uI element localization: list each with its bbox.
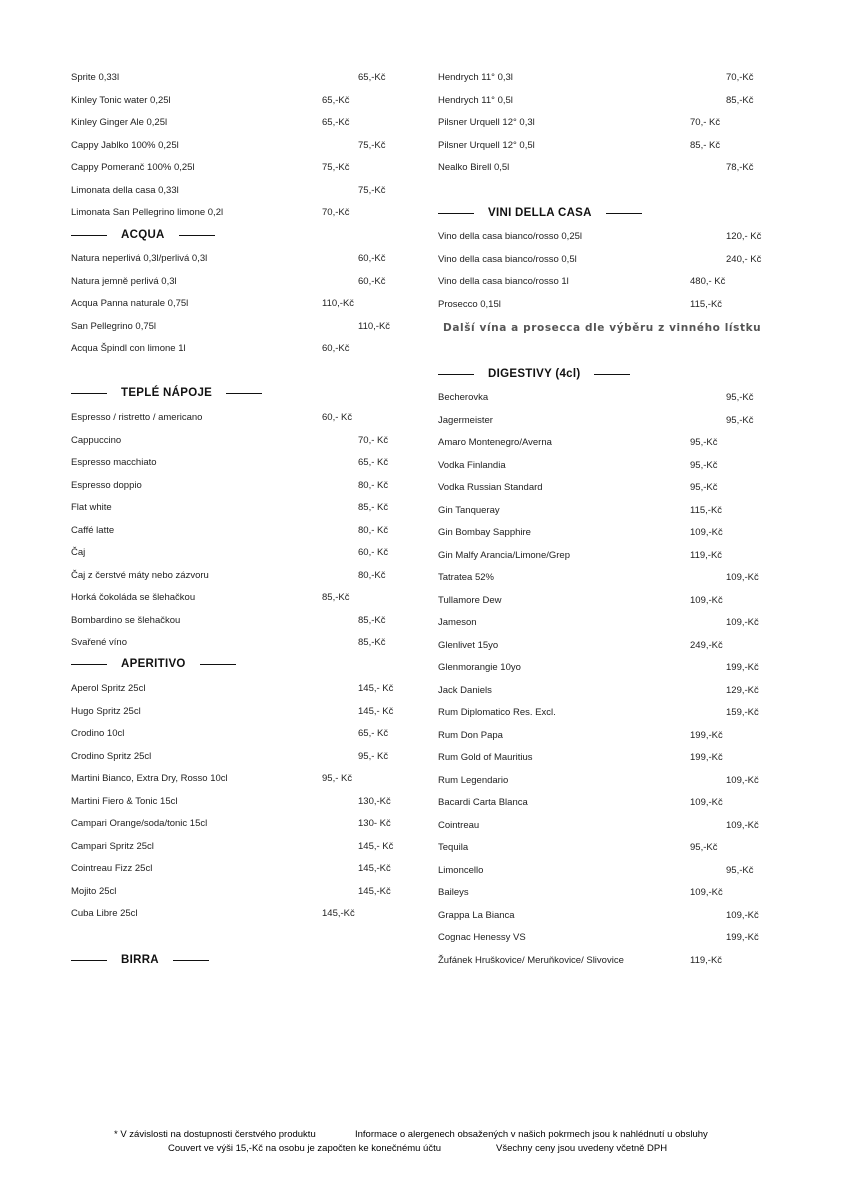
- heading-text: APERITIVO: [121, 658, 186, 670]
- item-name: Gin Bombay Sapphire: [438, 527, 531, 538]
- item-price: 145,- Kč: [358, 683, 394, 694]
- item-name: Gin Malfy Arancia/Limone/Grep: [438, 549, 571, 561]
- item-price: 95,-Kč: [690, 482, 718, 493]
- item-name: Nealko Birell 0,5l: [438, 162, 510, 173]
- item-price: 65,- Kč: [358, 728, 389, 739]
- item-price: 145,- Kč: [358, 840, 394, 852]
- item-price: 249,-Kč: [690, 639, 723, 651]
- item-price: 199,-Kč: [690, 729, 723, 741]
- item-price: 159,-Kč: [726, 707, 759, 718]
- item-price: 65,-Kč: [322, 94, 350, 106]
- heading-rule: [71, 393, 107, 394]
- item-price: 80,- Kč: [358, 524, 389, 536]
- section-heading-aperitivo: [71, 658, 236, 670]
- item-name: Espresso / ristretto / americano: [71, 412, 203, 423]
- item-price: 119,-Kč: [690, 954, 723, 966]
- item-price: 75,-Kč: [358, 184, 386, 196]
- item-price: 60,-Kč: [322, 343, 350, 354]
- item-name: Cointreau: [438, 819, 480, 831]
- item-name: Martini Bianco, Extra Dry, Rosso 10cl: [71, 773, 228, 784]
- heading-rule: [606, 213, 642, 214]
- item-price: 60,-Kč: [358, 275, 386, 287]
- heading-rule: [71, 664, 107, 665]
- item-name: Grappa La Bianca: [438, 909, 515, 921]
- item-price: 130,-Kč: [358, 795, 391, 807]
- item-name: Hugo Spritz 25cl: [71, 705, 141, 717]
- item-name: Rum Don Papa: [438, 729, 503, 741]
- item-name: Kinley Tonic water 0,25l: [71, 94, 171, 106]
- item-name: Bacardi Carta Blanca: [438, 797, 528, 808]
- item-price: 75,-Kč: [358, 139, 386, 151]
- item-name: Tullamore Dew: [438, 594, 502, 606]
- item-name: Limoncello: [438, 864, 484, 876]
- item-price: 145,- Kč: [358, 705, 394, 717]
- item-price: 80,-Kč: [358, 569, 386, 581]
- item-name: Vodka Russian Standard: [438, 482, 543, 493]
- item-price: 145,-Kč: [322, 908, 355, 919]
- heading-rule: [179, 235, 215, 236]
- item-name: Jameson: [438, 617, 477, 628]
- item-price: 95,-Kč: [690, 437, 718, 448]
- item-name: Espresso doppio: [71, 479, 142, 491]
- item-name: Cognac Henessy VS: [438, 932, 526, 943]
- item-price: 120,- Kč: [726, 231, 762, 242]
- item-name: Rum Diplomatico Res. Excl.: [438, 707, 556, 718]
- item-price: 109,-Kč: [726, 774, 759, 786]
- item-price: 85,-Kč: [322, 592, 350, 603]
- footer-allergen-note: Informace o alergenech obsažených v našich pokrmech jsou k nahlédnutí u obsluhy: [355, 1129, 708, 1140]
- item-name: Amaro Montenegro/Averna: [438, 437, 552, 448]
- item-name: Baileys: [438, 887, 469, 898]
- item-name: Crodino 10cl: [71, 728, 125, 739]
- item-name: Gin Tanqueray: [438, 504, 500, 516]
- item-price: 60,-Kč: [358, 253, 386, 264]
- item-price: 65,-Kč: [358, 72, 386, 83]
- item-name: Cappuccino: [71, 434, 122, 446]
- item-price: 75,-Kč: [322, 162, 350, 173]
- item-name: Martini Fiero & Tonic 15cl: [71, 795, 178, 807]
- item-price: 109,-Kč: [726, 819, 759, 831]
- section-heading-vini-della-casa: [438, 207, 642, 219]
- item-name: Crodino Spritz 25cl: [71, 750, 152, 762]
- item-price: 85,-Kč: [726, 94, 754, 106]
- heading-text: ACQUA: [121, 229, 165, 241]
- item-name: Tequila: [438, 842, 469, 853]
- item-price: 110,-Kč: [358, 320, 391, 332]
- item-price: 145,-Kč: [358, 885, 391, 897]
- item-name: Sprite 0,33l: [71, 72, 120, 83]
- section-heading-acqua: [71, 229, 215, 241]
- item-name: Svařené víno: [71, 637, 127, 648]
- item-price: 95,-Kč: [726, 864, 754, 876]
- item-name: Espresso macchiato: [71, 457, 157, 468]
- item-price: 115,-Kč: [690, 504, 723, 516]
- item-price: 65,-Kč: [322, 117, 350, 128]
- item-price: 70,-Kč: [322, 207, 350, 218]
- item-price: 109,-Kč: [726, 909, 759, 921]
- item-price: 110,-Kč: [322, 298, 355, 309]
- item-price: 95,-Kč: [690, 842, 718, 853]
- item-price: 199,-Kč: [726, 932, 759, 943]
- item-price: 199,-Kč: [726, 662, 759, 673]
- item-price: 240,- Kč: [726, 253, 762, 265]
- item-name: Cuba Libre 25cl: [71, 908, 138, 919]
- item-price: 109,-Kč: [726, 572, 759, 583]
- item-price: 129,-Kč: [726, 684, 759, 696]
- item-price: 115,-Kč: [690, 298, 723, 310]
- footer-vat-note: Všechny ceny jsou uvedeny včetně DPH: [496, 1143, 668, 1154]
- item-price: 60,- Kč: [358, 547, 389, 558]
- item-price: 95,- Kč: [322, 773, 353, 784]
- item-price: 78,-Kč: [726, 162, 754, 173]
- item-price: 65,- Kč: [358, 457, 389, 468]
- item-name: Flat white: [71, 502, 112, 513]
- item-name: Bombardino se šlehačkou: [71, 614, 181, 626]
- item-name: Vino della casa bianco/rosso 0,5l: [438, 253, 577, 265]
- item-name: Vodka Finlandia: [438, 459, 506, 471]
- item-name: Prosecco 0,15l: [438, 298, 501, 310]
- item-name: Natura neperlivá 0,3l/perlivá 0,3l: [71, 253, 208, 264]
- item-name: Acqua Špindl con limone 1l: [71, 343, 186, 354]
- item-price: 109,-Kč: [690, 887, 723, 898]
- item-name: Vino della casa bianco/rosso 0,25l: [438, 231, 583, 242]
- item-name: Rum Gold of Mauritius: [438, 752, 533, 763]
- wine-list-note: Další vína a prosecca dle výběru z vinného lístku: [443, 322, 762, 334]
- item-name: Čaj: [71, 547, 86, 558]
- heading-rule: [594, 374, 630, 375]
- item-name: San Pellegrino 0,75l: [71, 320, 157, 332]
- item-price: 60,- Kč: [322, 412, 353, 423]
- heading-rule: [200, 664, 236, 665]
- item-name: Hendrych 11° 0,5l: [438, 94, 513, 106]
- item-name: Limonata San Pellegrino limone 0,2l: [71, 207, 224, 218]
- heading-text: TEPLÉ NÁPOJE: [121, 387, 213, 399]
- item-name: Acqua Panna naturale 0,75l: [71, 298, 189, 309]
- heading-rule: [226, 393, 262, 394]
- item-name: Pilsner Urquell 12° 0,5l: [438, 139, 535, 151]
- item-price: 95,-Kč: [690, 459, 718, 471]
- item-price: 70,- Kč: [358, 434, 389, 446]
- item-price: 119,-Kč: [690, 549, 723, 561]
- section-heading-teple-napoje: [71, 387, 262, 399]
- item-name: Žufánek Hruškovice/ Meruňkovice/ Slivovice: [438, 954, 624, 966]
- item-name: Jack Daniels: [438, 684, 492, 696]
- item-price: 95,-Kč: [726, 392, 754, 403]
- item-price: 85,- Kč: [690, 139, 721, 151]
- item-name: Cappy Pomeranč 100% 0,25l: [71, 162, 195, 173]
- heading-rule: [438, 213, 474, 214]
- item-price: 85,- Kč: [358, 502, 389, 513]
- heading-text: BIRRA: [121, 954, 159, 966]
- item-name: Horká čokoláda se šlehačkou: [71, 592, 196, 603]
- heading-text: VINI DELLA CASA: [488, 207, 592, 219]
- item-name: Natura jemně perlivá 0,3l: [71, 275, 177, 287]
- footer-freshness-note: * V závislosti na dostupnosti čerstvého produktu: [114, 1129, 316, 1140]
- item-price: 95,- Kč: [358, 750, 389, 762]
- footer-couvert-note: Couvert ve výši 15,-Kč na osobu je započten ke konečnému účtu: [168, 1143, 442, 1154]
- heading-rule: [173, 960, 209, 961]
- item-price: 130- Kč: [358, 818, 391, 829]
- heading-rule: [438, 374, 474, 375]
- item-price: 109,-Kč: [690, 527, 723, 538]
- item-name: Kinley Ginger Ale 0,25l: [71, 117, 168, 128]
- item-name: Aperol Spritz 25cl: [71, 683, 146, 694]
- section-heading-digestivy: [438, 368, 630, 380]
- item-name: Cointreau Fizz 25cl: [71, 863, 153, 874]
- item-price: 109,-Kč: [690, 594, 723, 606]
- item-price: 145,-Kč: [358, 863, 391, 874]
- item-name: Čaj z čerstvé máty nebo zázvoru: [71, 569, 209, 581]
- item-price: 70,- Kč: [690, 117, 721, 128]
- item-price: 80,- Kč: [358, 479, 389, 491]
- item-name: Campari Orange/soda/tonic 15cl: [71, 818, 208, 829]
- item-name: Vino della casa bianco/rosso 1l: [438, 276, 569, 287]
- item-price: 70,-Kč: [726, 72, 754, 83]
- item-name: Campari Spritz 25cl: [71, 840, 154, 852]
- item-name: Pilsner Urquell 12° 0,3l: [438, 117, 535, 128]
- item-name: Tatratea 52%: [438, 572, 494, 583]
- item-price: 199,-Kč: [690, 752, 723, 763]
- item-price: 480,- Kč: [690, 276, 726, 287]
- heading-text: DIGESTIVY (4cl): [488, 368, 581, 380]
- item-name: Jagermeister: [438, 414, 493, 426]
- item-name: Rum Legendario: [438, 774, 509, 786]
- item-name: Caffé latte: [71, 524, 115, 536]
- item-name: Limonata della casa 0,33l: [71, 184, 179, 196]
- item-name: Hendrych 11° 0,3l: [438, 72, 513, 83]
- heading-rule: [71, 960, 107, 961]
- heading-rule: [71, 235, 107, 236]
- item-name: Becherovka: [438, 392, 489, 403]
- item-name: Mojito 25cl: [71, 885, 117, 897]
- item-price: 85,-Kč: [358, 614, 386, 626]
- item-name: Cappy Jablko 100% 0,25l: [71, 139, 179, 151]
- section-heading-birra: [71, 954, 209, 966]
- item-name: Glenlivet 15yo: [438, 639, 499, 651]
- item-price: 109,-Kč: [726, 617, 759, 628]
- item-name: Glenmorangie 10yo: [438, 662, 521, 673]
- item-price: 85,-Kč: [358, 637, 386, 648]
- item-price: 109,-Kč: [690, 797, 723, 808]
- item-price: 95,-Kč: [726, 414, 754, 426]
